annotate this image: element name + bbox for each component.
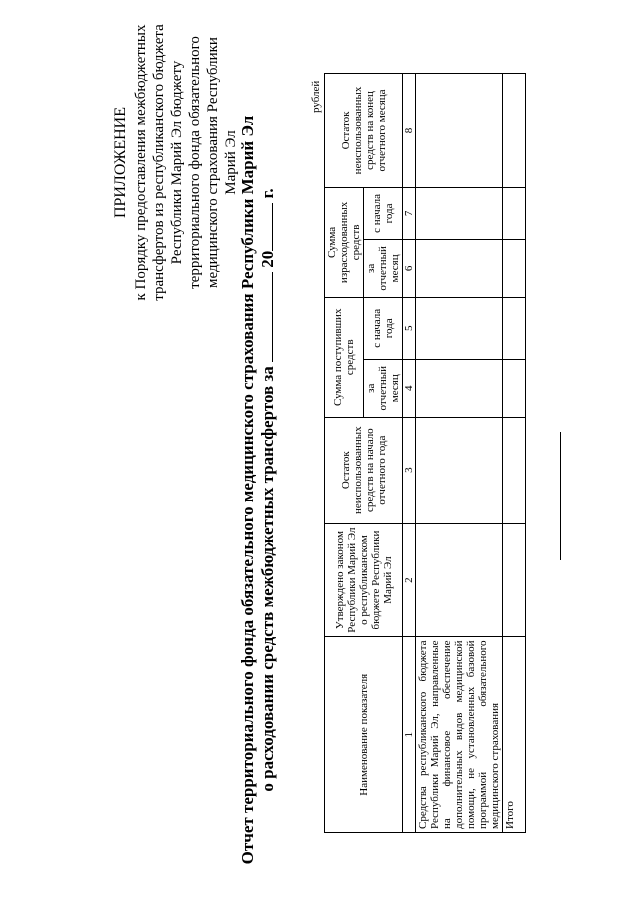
report-title-prefix: о расходовании средств межбюджетных трансфертов за xyxy=(258,366,277,792)
report-title-line1: Отчет территориального фонда обязательного медицинского страхования Республики Марий Эл xyxy=(238,115,257,865)
table-row-total xyxy=(503,74,526,833)
report-table xyxy=(324,73,526,833)
table-cell xyxy=(416,297,503,359)
table-cell xyxy=(503,187,526,239)
row-name: Итого xyxy=(503,637,526,833)
table-cell xyxy=(416,359,503,417)
year-blank xyxy=(258,203,273,251)
column-number: 7 xyxy=(403,187,416,239)
header-name: Наименование показателя xyxy=(325,637,403,833)
period-blank xyxy=(258,272,273,362)
table-cell xyxy=(503,239,526,297)
table-row xyxy=(416,74,503,833)
header-remainder-start: Остаток неиспользованных средств на начало отчетного года xyxy=(325,417,403,523)
appendix-line: к Порядку предоставления межбюджетных xyxy=(133,24,149,301)
column-number: 1 xyxy=(403,637,416,833)
header-spent: Сумма израсходованных средств xyxy=(325,187,364,297)
appendix-line: медицинского страхования Республики Марий Эл xyxy=(205,37,239,288)
column-number: 8 xyxy=(403,74,416,188)
header-received: Сумма поступивших средств xyxy=(325,297,364,417)
appendix-line: территориального фонда обязательного xyxy=(187,36,203,289)
table-cell xyxy=(416,74,503,188)
column-number: 4 xyxy=(403,359,416,417)
appendix-line: Республики Марий Эл бюджету xyxy=(169,60,185,265)
column-number: 5 xyxy=(403,297,416,359)
table-cell xyxy=(503,417,526,523)
row-name: Средства республиканского бюджета Республики Марий Эл, направленные на финансовое обеспечение дополнительных видов медицинской помощи, не установленных базовой программой обязательного медицинского страхования xyxy=(416,637,503,833)
table-cell xyxy=(416,239,503,297)
header-spent-month: за отчетный месяц xyxy=(364,239,403,297)
table-cell xyxy=(503,359,526,417)
column-number: 2 xyxy=(403,523,416,637)
column-number: 3 xyxy=(403,417,416,523)
column-number: 6 xyxy=(403,239,416,297)
table-cell xyxy=(416,187,503,239)
appendix-line: трансфертов из республиканского бюджета xyxy=(151,24,167,301)
header-approved: Утверждено законом Республики Марий Эл о республиканском бюджете Республики Марий Эл xyxy=(325,523,403,637)
year-prefix: 20 xyxy=(258,250,277,268)
header-received-year: с начала года xyxy=(364,297,403,359)
table-cell xyxy=(503,523,526,637)
unit-label: рублей xyxy=(310,80,322,113)
report-title xyxy=(238,95,278,885)
table-cell xyxy=(503,74,526,188)
header-received-month: за отчетный месяц xyxy=(364,359,403,417)
table-cell xyxy=(416,523,503,637)
appendix-header xyxy=(112,15,240,310)
report-title-line2 xyxy=(258,95,278,885)
signature-line xyxy=(560,432,561,560)
header-remainder-end: Остаток неиспользованных средств на конец отчетного месяца xyxy=(325,74,403,188)
header-spent-year: с начала года xyxy=(364,187,403,239)
appendix-heading: ПРИЛОЖЕНИЕ xyxy=(112,107,129,219)
year-suffix: г. xyxy=(258,188,277,199)
table-cell xyxy=(503,297,526,359)
table-cell xyxy=(416,417,503,523)
